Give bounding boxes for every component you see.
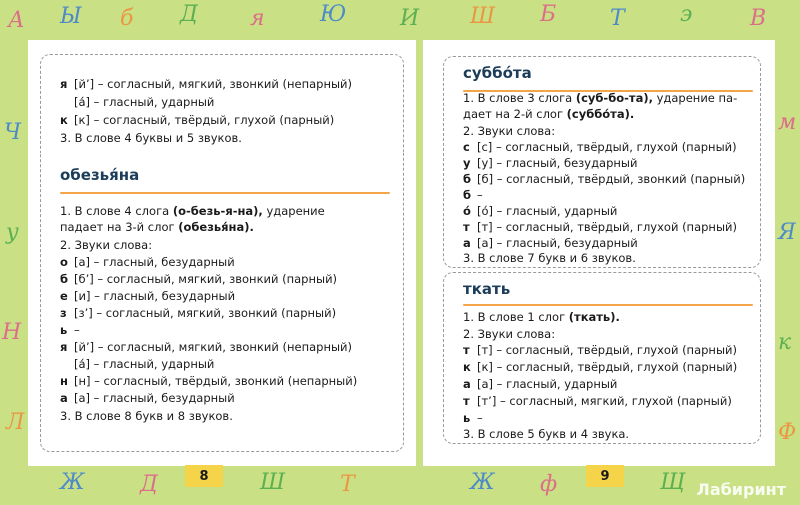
summary-line: 3. В слове 8 букв и 8 звуков. — [60, 409, 233, 423]
intro-line: 1. В слове 1 слог (ткать). — [463, 310, 620, 324]
word-title: обезьяна — [60, 166, 140, 184]
sound-line: е [и] – гласный, безударный — [60, 289, 236, 303]
page-left — [28, 40, 416, 466]
sound-line: б – — [463, 188, 483, 202]
sound-line: с [с] – согласный, твёрдый, глухой (парный) — [463, 140, 737, 154]
title-separator — [60, 192, 390, 194]
sounds-heading: 2. Звуки слова: — [60, 238, 153, 252]
sound-line: а [а] – гласный, безударный — [463, 236, 638, 250]
sound-line: а [а] – гласный, безударный — [60, 391, 235, 405]
line: я [й’] – согласный, мягкий, звонкий (непарный) — [60, 77, 353, 91]
sound-line: у [у] – гласный, безударный — [463, 156, 638, 170]
sound-line: к [к] – согласный, твёрдый, глухой (парный) — [463, 360, 738, 374]
sound-line: н [н] – согласный, твёрдый, звонкий (непарный) — [60, 374, 358, 388]
decorative-letter-background: А Ы б Д я Ю И Ш Б Т э В Ч у Н Л м Я к Ф Ж Д Ш Т Ж ф Щ — [2, 2, 797, 497]
sound-line: т [т] – согласный, твёрдый, глухой (парный) — [463, 220, 737, 234]
summary-line: 3. В слове 7 букв и 6 звуков. — [463, 251, 636, 265]
sound-line: а [а] – гласный, ударный — [463, 377, 618, 391]
sound-line: ь – — [60, 323, 80, 337]
word-title: ткать — [463, 280, 511, 298]
sound-line: б [б’] – согласный, мягкий, звонкий (парный) — [60, 272, 338, 286]
line: к [к] – согласный, твёрдый, глухой (парный) — [60, 113, 335, 127]
watermark-logo: Лабиринт — [696, 480, 786, 499]
page-number-right: 9 — [586, 465, 624, 487]
summary-line: 3. В слове 5 букв и 4 звука. — [463, 427, 630, 441]
sound-line: о́ [о́] – гласный, ударный — [463, 204, 618, 218]
sound-line: б [б] – согласный, твёрдый, звонкий (парный) — [463, 172, 746, 186]
intro-line: 1. В слове 3 слога (суб-бо-та), ударение па- — [463, 91, 738, 105]
sound-line: [а́] – гласный, ударный — [74, 357, 215, 371]
intro-line: дает на 2-й слог (суббо́та). — [463, 107, 635, 121]
sound-line: т [т] – согласный, твёрдый, глухой (парный) — [463, 343, 737, 357]
summary-line: 3. В слове 4 буквы и 5 звуков. — [60, 131, 242, 145]
line: [а́] – гласный, ударный — [74, 95, 215, 109]
sound-line: з [з’] – согласный, мягкий, звонкий (парный) — [60, 306, 337, 320]
intro-line: 1. В слове 4 слога (о-безь-я-на), ударение — [60, 204, 325, 218]
title-separator — [463, 304, 753, 306]
page-right — [423, 40, 775, 466]
intro-line: падает на 3-й слог (обезья́на). — [60, 220, 254, 234]
sounds-heading: 2. Звуки слова: — [463, 327, 556, 341]
sounds-heading: 2. Звуки слова: — [463, 124, 556, 138]
sound-line: о [а] – гласный, безударный — [60, 255, 235, 269]
page-number-left: 8 — [185, 465, 223, 487]
sound-line: ь – — [463, 411, 483, 425]
sound-line: я [й’] – согласный, мягкий, звонкий (непарный) — [60, 340, 353, 354]
word-title: суббота — [463, 64, 532, 82]
top-card — [40, 54, 404, 164]
sound-line: т [т’] – согласный, мягкий, глухой (парный) — [463, 394, 732, 408]
